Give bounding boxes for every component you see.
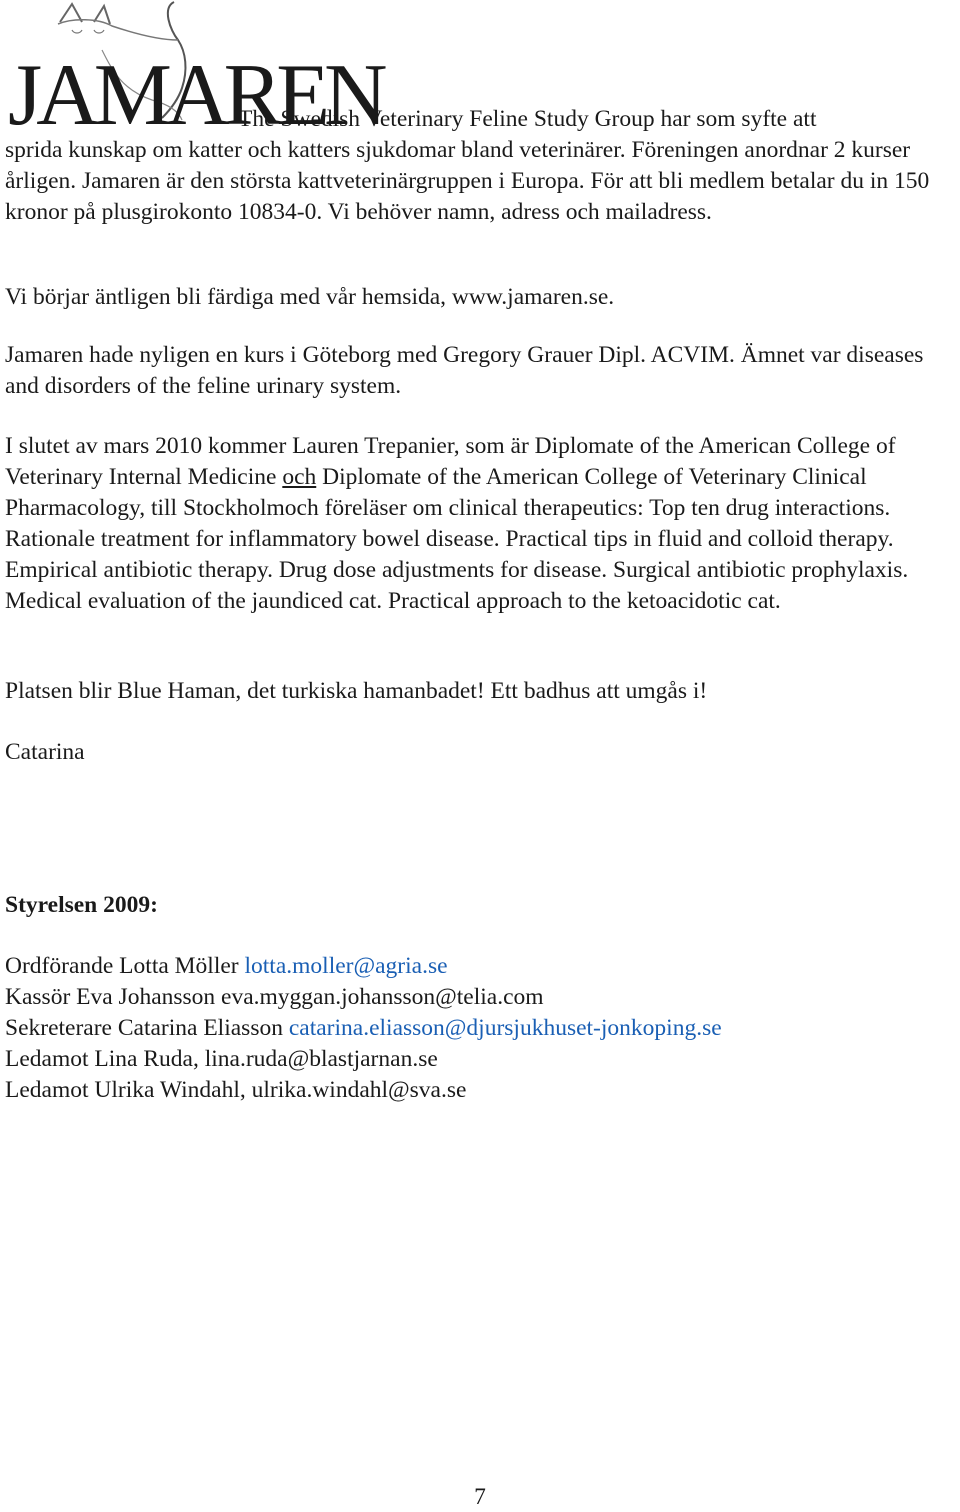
member-email: eva.myggan.johansson@telia.com: [221, 984, 544, 1010]
member-role: Kassör Eva Johansson: [5, 984, 222, 1010]
course-note: Jamaren hade nyligen en kurs i Göteborg med Gregory Grauer Dipl. ACVIM. Ämnet var diseases and disorders of the feline urinary system.: [5, 342, 924, 399]
member-role: Ordförande Lotta Möller: [5, 953, 245, 979]
member-email: lina.ruda@blastjarnan.se: [204, 1046, 438, 1072]
lecture-underlined: och: [282, 464, 317, 490]
member-role: Ledamot Lina Ruda,: [5, 1046, 205, 1072]
intro-paragraph: [5, 104, 957, 228]
intro-line-1: The Swedish Veterinary Feline Study Group har som syfte att: [238, 106, 817, 132]
board-heading: Styrelsen 2009:: [5, 892, 158, 918]
page-number: 7: [474, 1484, 486, 1510]
lecture-paragraph: [5, 431, 957, 617]
member-email: ulrika.windahl@sva.se: [251, 1077, 467, 1103]
member-email-link[interactable]: lotta.moller@agria.se: [244, 953, 448, 979]
board-member: [5, 1013, 957, 1044]
venue-note: Platsen blir Blue Haman, det turkiska hamanbadet! Ett badhus att umgås i!: [5, 678, 708, 704]
member-role: Sekreterare Catarina Eliasson: [5, 1015, 289, 1041]
board-member: [5, 1044, 957, 1075]
website-note: Vi börjar äntligen bli färdiga med vår hemsida, www.jamaren.se.: [5, 284, 615, 310]
member-role: Ledamot Ulrika Windahl,: [5, 1077, 252, 1103]
intro-rest: sprida kunskap om katter och katters sjukdomar bland veterinärer. Föreningen anordnar 2 kurser årligen. Jamaren är den största kattveterinärgruppen i Europa. För att bli medlem betalar du in 150 kronor på plusgirokonto 10834-0. Vi behöver namn, adress och mailadress.: [5, 137, 930, 225]
lecture-part2: Diplomate of the American College of Veterinary Clinical Pharmacology, till Stockholmoch föreläser om clinical therapeutics: Top ten drug interactions. Rationale treatment for inflammatory bowel disease. Practical tips in fluid and colloid therapy. Empirical antibiotic therapy. Drug dose adjustments for disease. Surgical antibiotic prophylaxis. Medical evaluation of the jaundiced cat. Practical approach to the ketoacidotic cat.: [5, 464, 909, 614]
board-member: [5, 1075, 957, 1106]
member-email-link[interactable]: catarina.eliasson@djursjukhuset-jonkoping.se: [288, 1015, 722, 1041]
lecture-part1: I slutet av mars 2010 kommer Lauren Trepanier, som är Diplomate of the American College of Veterinary Internal Medicine: [5, 433, 896, 490]
board-list: [5, 951, 957, 1106]
logo-wordmark: JAMAREN: [8, 47, 382, 144]
board-member: [5, 982, 957, 1013]
board-member: [5, 951, 957, 982]
signature: Catarina: [5, 739, 85, 765]
